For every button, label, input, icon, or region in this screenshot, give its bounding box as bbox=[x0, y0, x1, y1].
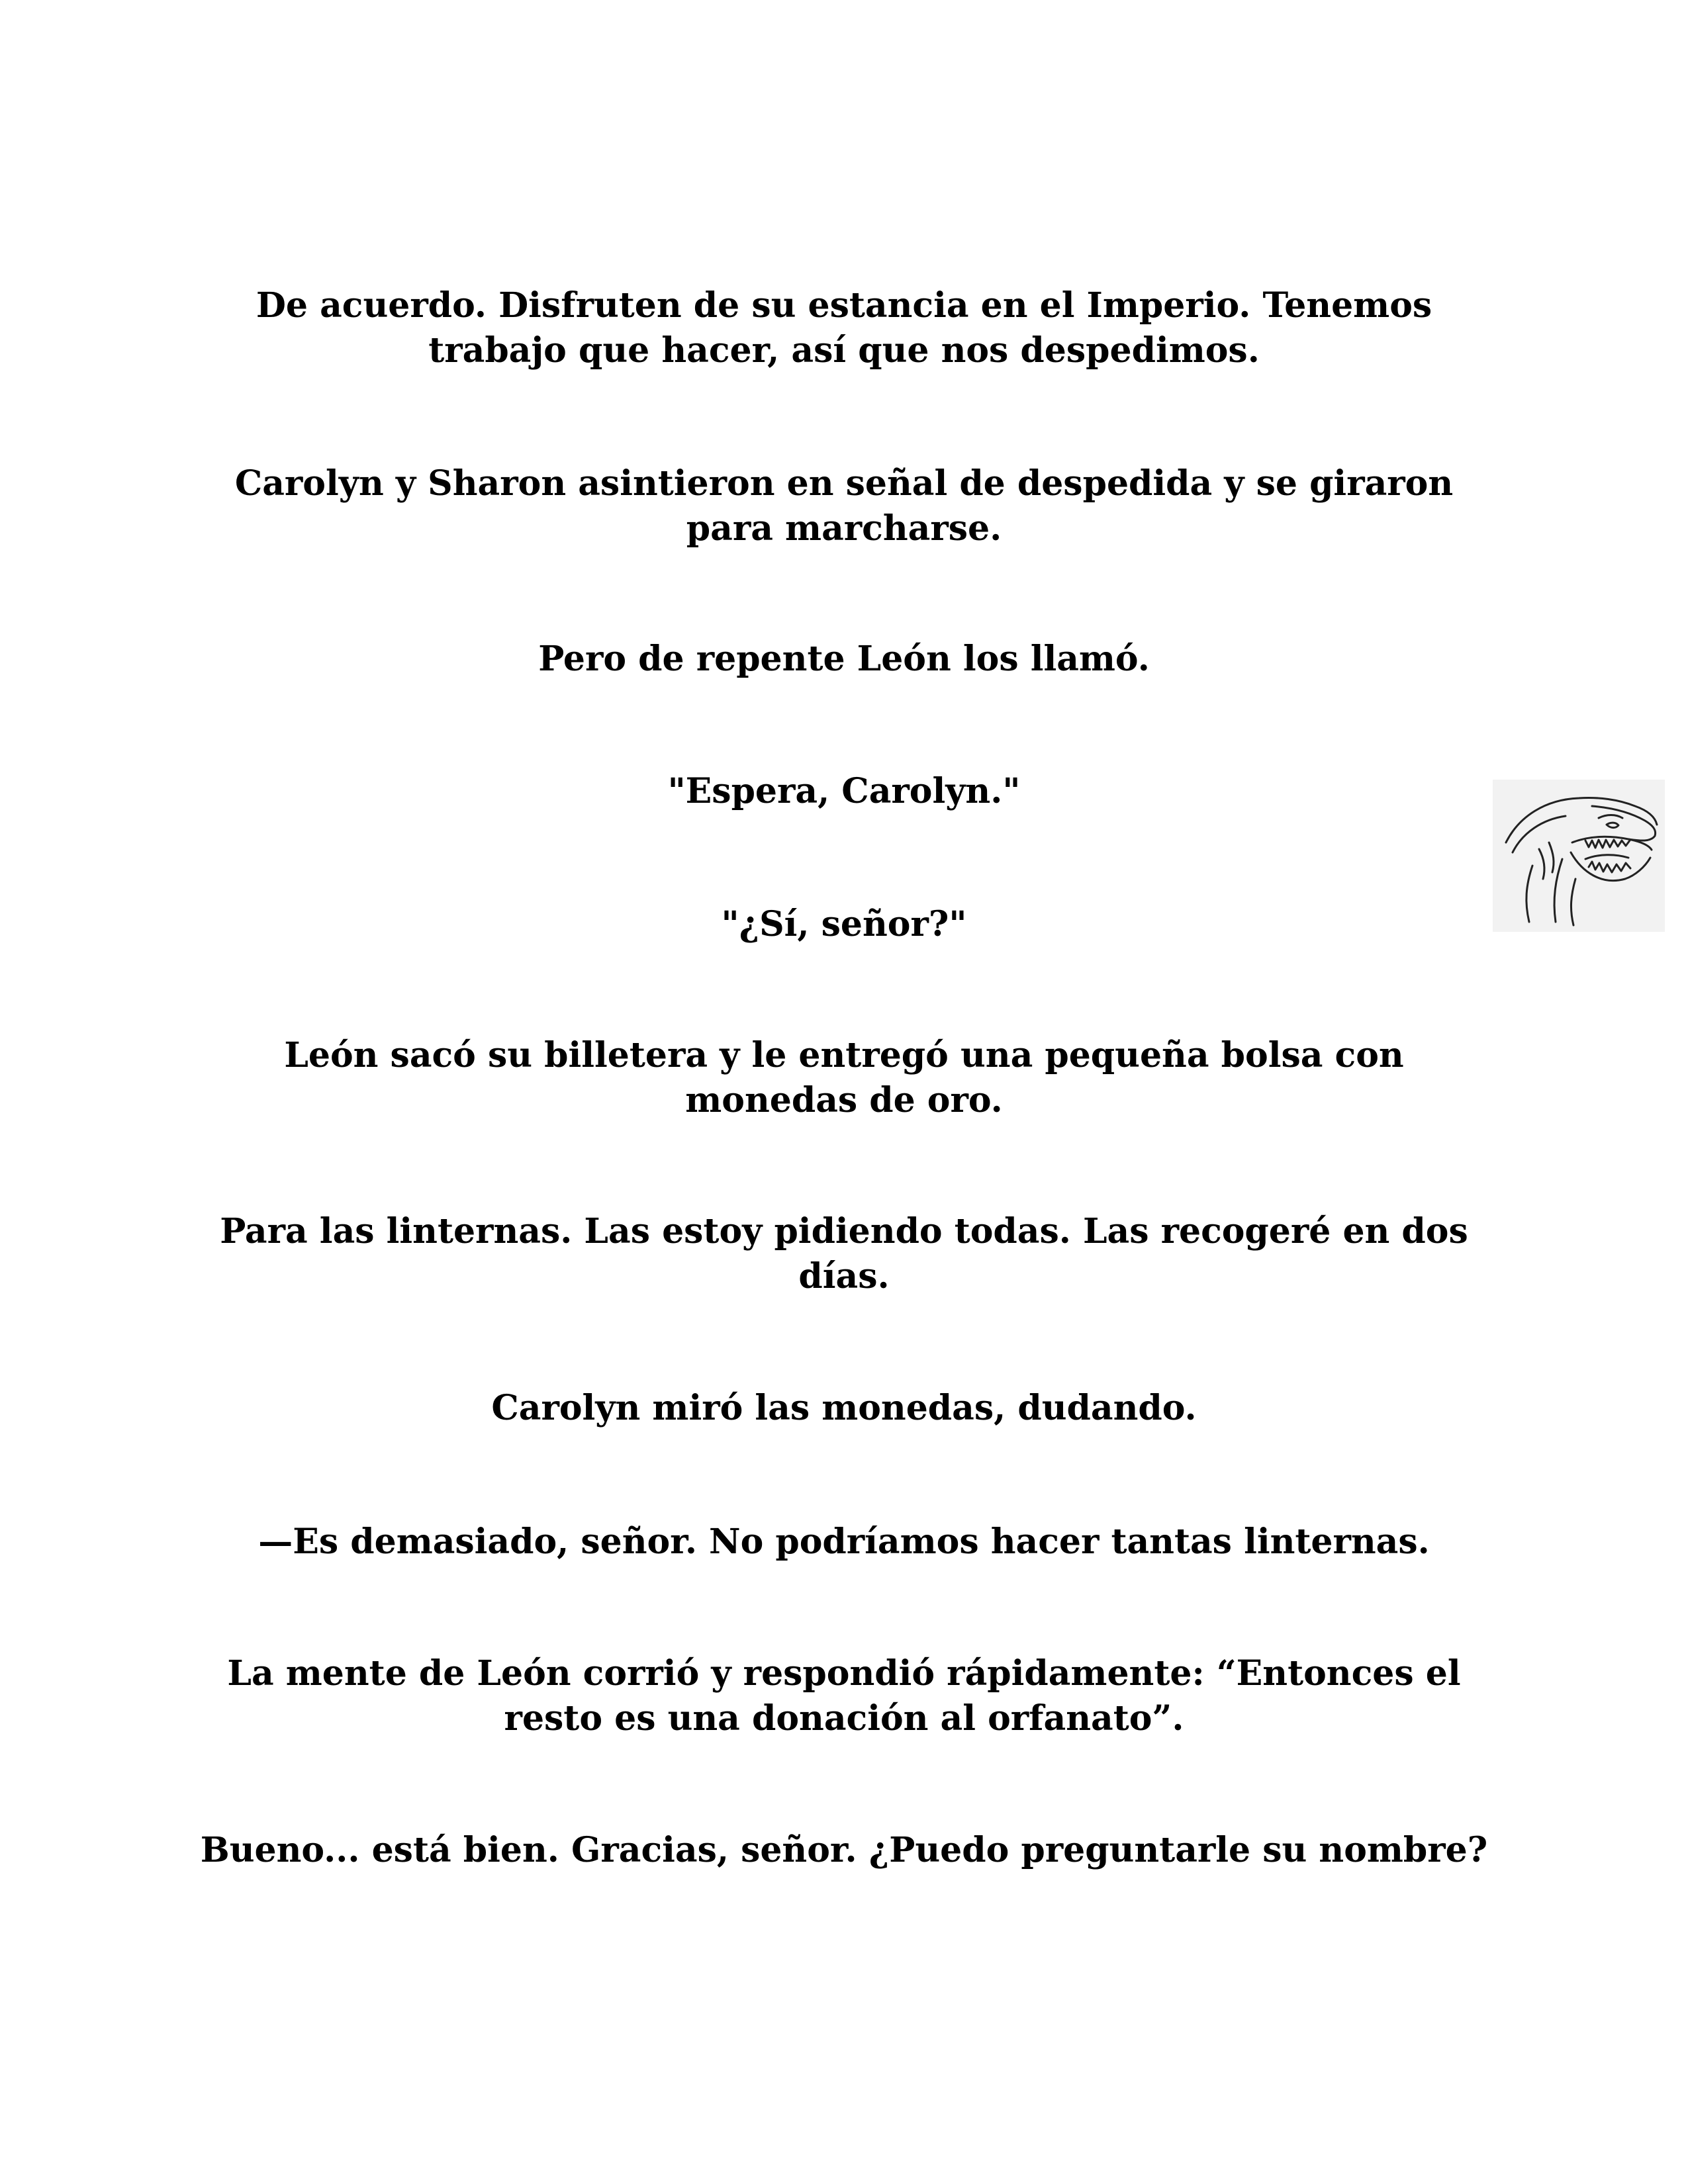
paragraph-7: Para las linternas. Las estoy pidiendo todas. Las recogeré en dos días. bbox=[220, 1211, 1468, 1297]
paragraph-10: La mente de León corrió y respondió rápidamente: “Entonces el resto es una donación al orfanato”. bbox=[227, 1653, 1461, 1739]
paragraph-5: "¿Sí, señor?" bbox=[721, 904, 967, 944]
paragraph-11: Bueno... está bien. Gracias, señor. ¿Puedo preguntarle su nombre? bbox=[200, 1830, 1488, 1870]
paragraph-4: "Espera, Carolyn." bbox=[667, 771, 1021, 811]
paragraph-1: De acuerdo. Disfruten de su estancia en el Imperio. Tenemos trabajo que hacer, así que nos despedimos. bbox=[256, 285, 1432, 371]
paragraph-2: Carolyn y Sharon asintieron en señal de despedida y se giraron para marcharse. bbox=[234, 463, 1454, 549]
paragraph-3: Pero de repente León los llamó. bbox=[538, 639, 1150, 679]
paragraph-8: Carolyn miró las monedas, dudando. bbox=[491, 1388, 1197, 1428]
dinosaur-head-sketch-icon bbox=[1493, 780, 1665, 932]
paragraph-6: León sacó su billetera y le entregó una pequeña bolsa con monedas de oro. bbox=[284, 1035, 1404, 1120]
paragraph-9: —Es demasiado, señor. No podríamos hacer tantas linternas. bbox=[258, 1522, 1430, 1562]
